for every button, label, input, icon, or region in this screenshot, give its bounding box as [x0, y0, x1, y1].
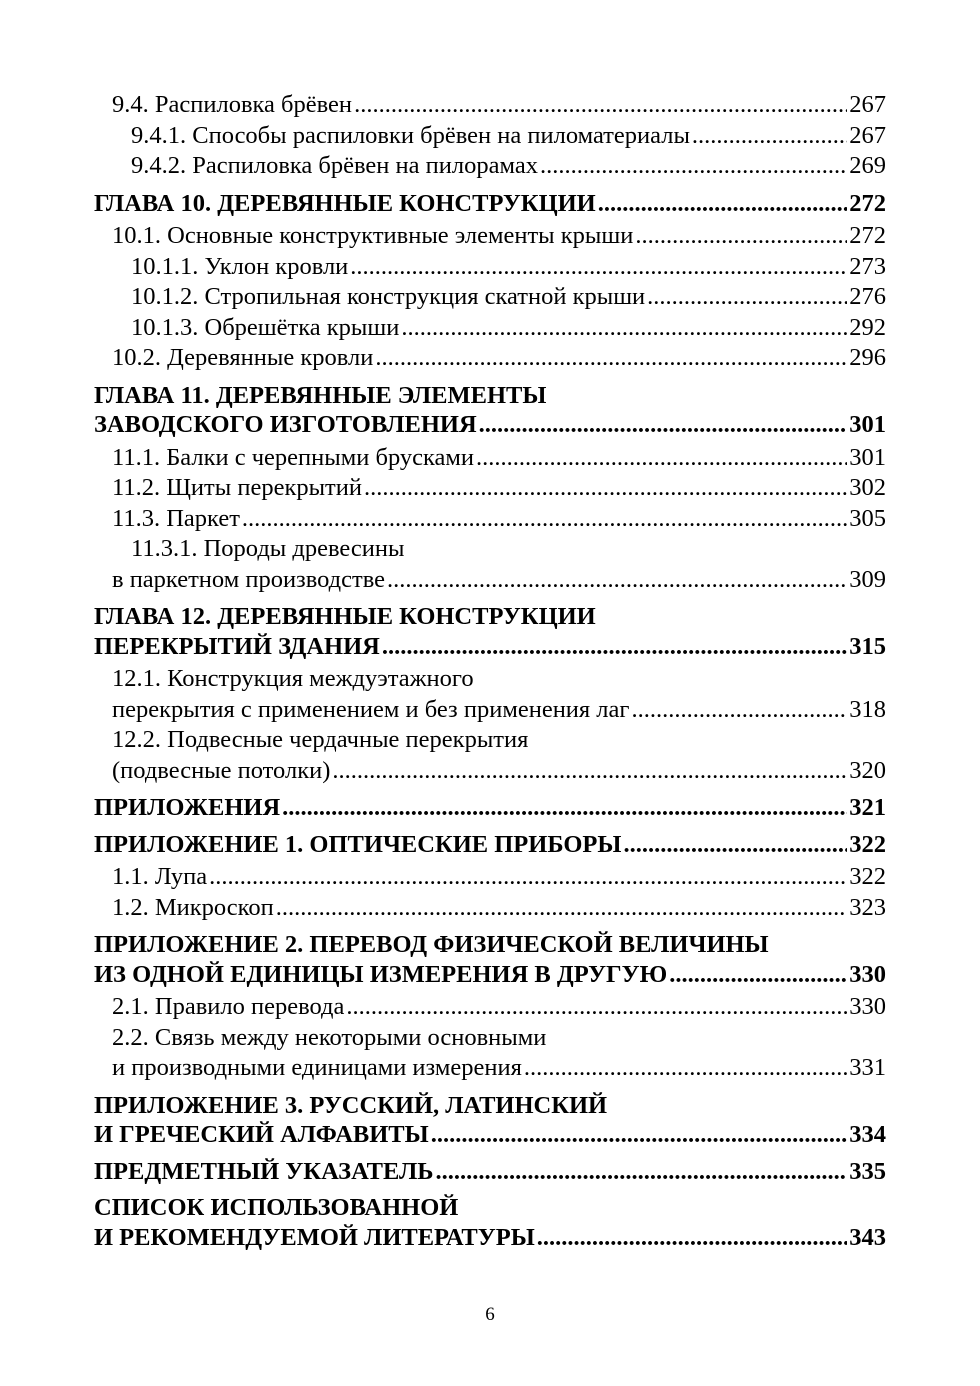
toc-page-number: 322 — [849, 863, 886, 890]
toc-entry-title: 12.2. Подвесные чердачные перекрытия — [112, 726, 529, 753]
toc-page-number: 276 — [849, 283, 886, 310]
toc-entry-title: ГЛАВА 10. ДЕРЕВЯННЫЕ КОНСТРУКЦИИ — [94, 189, 596, 217]
dot-leader — [276, 893, 848, 924]
dot-leader — [364, 473, 847, 504]
toc-entry-title: 10.1. Основные конструктивные элементы крыши — [112, 222, 634, 249]
toc-entry-title: 11.2. Щиты перекрытий — [112, 474, 362, 501]
toc-entry-title: ПРИЛОЖЕНИЕ 3. РУССКИЙ, ЛАТИНСКИЙ — [94, 1091, 608, 1119]
toc-entry-title: ПРИЛОЖЕНИЯ — [94, 794, 281, 821]
toc-chapter-entry[interactable] — [94, 1157, 886, 1187]
toc-page-number: 292 — [849, 313, 886, 341]
toc-entry-title: и производными единицами измерения — [112, 1054, 522, 1081]
toc-entry-title: ПРИЛОЖЕНИЕ 2. ПЕРЕВОД ФИЗИЧЕСКОЙ ВЕЛИЧИНЫ — [94, 931, 769, 958]
toc-chapter-entry[interactable] — [94, 602, 886, 661]
toc-section-entry[interactable] — [94, 313, 886, 344]
table-of-contents — [94, 90, 886, 1255]
toc-entry-title: 10.1.3. Обрешётка крыши — [131, 313, 400, 341]
toc-section-entry[interactable] — [94, 151, 886, 182]
toc-entry-title: 9.4.2. Распиловка брёвен на пилорамах — [131, 152, 538, 179]
toc-entry-title: СПИСОК ИСПОЛЬЗОВАННОЙ — [94, 1194, 459, 1221]
dot-leader — [623, 830, 847, 860]
toc-page-number: 309 — [849, 565, 886, 593]
toc-chapter-entry[interactable] — [94, 930, 886, 989]
dot-leader — [209, 862, 847, 893]
toc-entry-title: 2.1. Правило перевода — [112, 993, 345, 1020]
toc-entry-title: ПЕРЕКРЫТИЙ ЗДАНИЯ — [94, 632, 380, 660]
toc-page-number: 330 — [849, 993, 886, 1020]
toc-entry-title: 9.4. Распиловка брёвен — [112, 91, 353, 118]
toc-chapter-entry[interactable] — [94, 381, 886, 440]
dot-leader — [635, 221, 847, 252]
toc-page-number: 301 — [849, 443, 886, 471]
toc-page-number: 267 — [849, 121, 886, 149]
dot-leader — [242, 504, 847, 535]
dot-leader — [669, 960, 847, 990]
toc-chapter-entry[interactable] — [94, 793, 886, 823]
toc-page-number: 315 — [849, 632, 886, 660]
toc-entry-title: в паркетном производстве — [112, 565, 386, 593]
toc-chapter-entry[interactable] — [94, 189, 886, 219]
toc-page-number: 320 — [849, 756, 886, 784]
toc-page-number: 272 — [849, 189, 886, 217]
toc-section-entry[interactable] — [94, 504, 886, 535]
dot-leader — [647, 282, 847, 313]
toc-section-entry[interactable] — [94, 343, 886, 374]
dot-leader — [540, 151, 847, 182]
toc-chapter-entry[interactable] — [94, 830, 886, 860]
dot-leader — [282, 793, 847, 823]
dot-leader — [476, 443, 847, 474]
toc-section-entry[interactable] — [94, 725, 886, 786]
toc-page-number: 296 — [849, 344, 886, 371]
dot-leader — [524, 1053, 847, 1084]
toc-entry-title: 2.2. Связь между некоторыми основными — [112, 1023, 547, 1051]
toc-section-entry[interactable] — [94, 473, 886, 504]
toc-section-entry[interactable] — [94, 893, 886, 924]
toc-page-number: 321 — [849, 794, 886, 821]
toc-page-number: 331 — [849, 1054, 886, 1081]
toc-entry-title: И ГРЕЧЕСКИЙ АЛФАВИТЫ — [94, 1121, 429, 1148]
toc-page-number: 273 — [849, 252, 886, 280]
dot-leader — [598, 189, 848, 219]
toc-entry-title: 10.1.1. Уклон кровли — [131, 252, 349, 280]
dot-leader — [332, 756, 847, 787]
dot-leader — [350, 252, 847, 283]
toc-page-number: 301 — [849, 411, 886, 438]
toc-section-entry[interactable] — [94, 992, 886, 1023]
dot-leader — [631, 695, 847, 726]
toc-entry-title: перекрытия с применением и без применения лаг — [112, 695, 630, 723]
toc-page-number: 343 — [849, 1223, 886, 1251]
dot-leader — [387, 565, 847, 596]
toc-entry-title: ГЛАВА 12. ДЕРЕВЯННЫЕ КОНСТРУКЦИИ — [94, 603, 596, 630]
toc-entry-title: ПРЕДМЕТНЫЙ УКАЗАТЕЛЬ — [94, 1157, 434, 1185]
toc-entry-title: 11.1. Балки с черепными брусками — [112, 443, 475, 471]
toc-entry-title: 11.3. Паркет — [112, 504, 240, 532]
toc-entry-title: И РЕКОМЕНДУЕМОЙ ЛИТЕРАТУРЫ — [94, 1223, 535, 1251]
toc-page-number: 334 — [849, 1121, 886, 1148]
toc-page-number: 272 — [849, 222, 886, 249]
toc-entry-title: 1.1. Лупа — [112, 863, 208, 890]
toc-page-number: 267 — [849, 91, 886, 118]
dot-leader — [479, 410, 848, 440]
toc-chapter-entry[interactable] — [94, 1091, 886, 1150]
toc-entry-title: 9.4.1. Способы распиловки брёвен на пиломатериалы — [131, 121, 690, 149]
page-number: 6 — [485, 1304, 495, 1325]
dot-leader — [401, 313, 847, 344]
toc-section-entry[interactable] — [94, 534, 886, 595]
dot-leader — [354, 90, 847, 121]
toc-section-entry[interactable] — [94, 90, 886, 121]
toc-section-entry[interactable] — [94, 1023, 886, 1084]
dot-leader — [375, 343, 847, 374]
toc-section-entry[interactable] — [94, 862, 886, 893]
toc-entry-title: ПРИЛОЖЕНИЕ 1. ОПТИЧЕСКИЕ ПРИБОРЫ — [94, 830, 622, 858]
toc-entry-title: 12.1. Конструкция междуэтажного — [112, 665, 474, 692]
toc-section-entry[interactable] — [94, 252, 886, 283]
dot-leader — [435, 1157, 847, 1187]
toc-entry-title: 11.3.1. Породы древесины — [131, 535, 405, 562]
toc-page-number: 269 — [849, 152, 886, 179]
dot-leader — [382, 632, 847, 662]
toc-entry-title: 1.2. Микроскоп — [112, 893, 274, 921]
toc-page-number: 335 — [849, 1157, 886, 1185]
toc-section-entry[interactable] — [94, 664, 886, 725]
toc-page-number: 302 — [849, 474, 886, 501]
dot-leader — [431, 1120, 848, 1150]
toc-section-entry[interactable] — [94, 221, 886, 252]
toc-entry-title: 10.2. Деревянные кровли — [112, 344, 374, 371]
toc-entry-title: ЗАВОДСКОГО ИЗГОТОВЛЕНИЯ — [94, 411, 477, 438]
toc-page-number: 330 — [849, 960, 886, 988]
toc-entry-title: (подвесные потолки) — [112, 756, 331, 784]
toc-page-number: 322 — [849, 830, 886, 858]
toc-entry-title: ИЗ ОДНОЙ ЕДИНИЦЫ ИЗМЕРЕНИЯ В ДРУГУЮ — [94, 960, 668, 988]
dot-leader — [537, 1223, 847, 1253]
toc-page-number: 305 — [849, 504, 886, 532]
toc-section-entry[interactable] — [94, 443, 886, 474]
toc-page-number: 318 — [849, 695, 886, 723]
dot-leader — [346, 992, 847, 1023]
toc-chapter-entry[interactable] — [94, 1193, 886, 1252]
toc-page-number: 323 — [849, 893, 886, 921]
toc-section-entry[interactable] — [94, 282, 886, 313]
toc-entry-title: ГЛАВА 11. ДЕРЕВЯННЫЕ ЭЛЕМЕНТЫ — [94, 381, 547, 409]
dot-leader — [692, 121, 847, 152]
toc-entry-title: 10.1.2. Стропильная конструкция скатной крыши — [131, 283, 646, 310]
toc-section-entry[interactable] — [94, 121, 886, 152]
